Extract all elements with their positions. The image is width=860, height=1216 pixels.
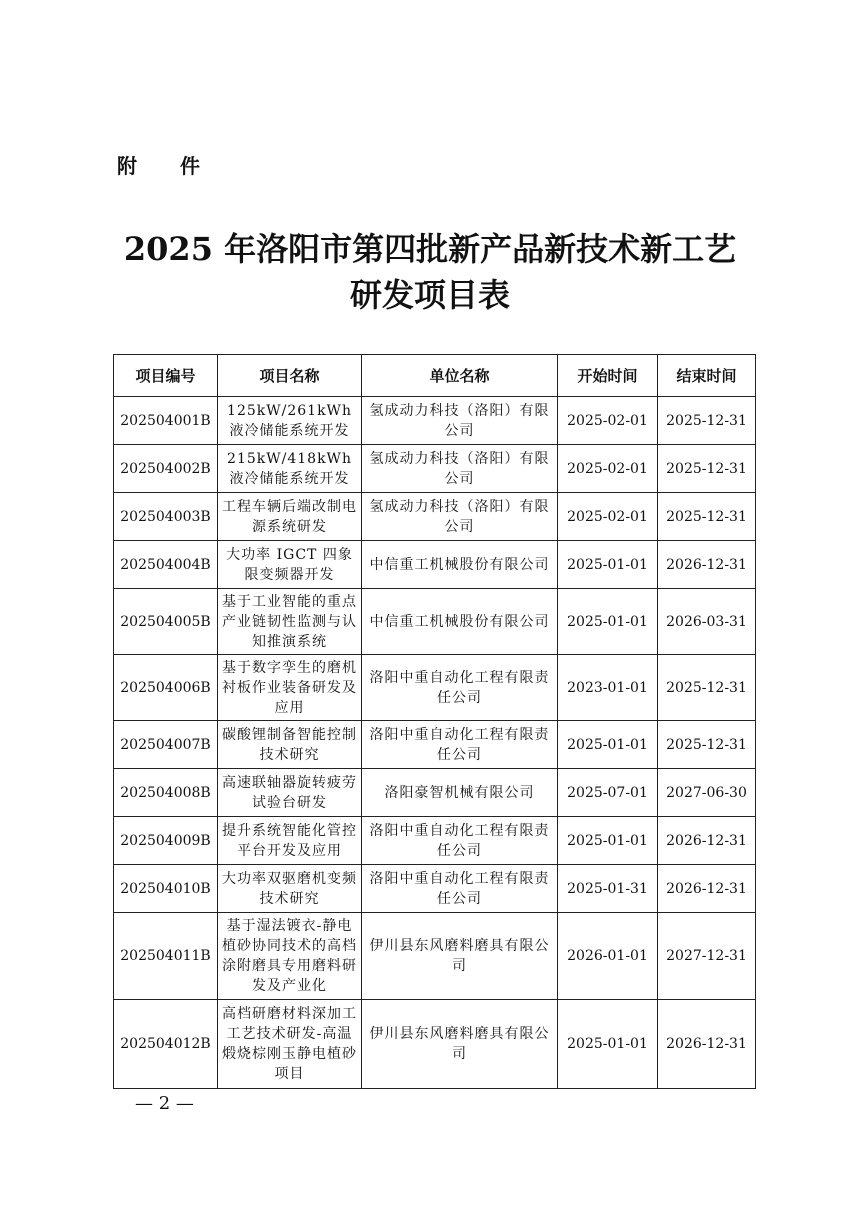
cell-name: 大功率双驱磨机变频技术研究 xyxy=(218,865,362,913)
cell-end: 2026-12-31 xyxy=(658,541,756,589)
table-row xyxy=(114,589,756,655)
table-row xyxy=(114,655,756,721)
cell-code: 202504007B xyxy=(114,721,218,769)
cell-start: 2025-01-01 xyxy=(558,721,658,769)
cell-name: 大功率 IGCT 四象限变频器开发 xyxy=(218,541,362,589)
cell-end: 2026-12-31 xyxy=(658,865,756,913)
cell-name: 基于数字孪生的磨机衬板作业装备研发及应用 xyxy=(218,655,362,721)
cell-end: 2025-12-31 xyxy=(658,493,756,541)
cell-unit: 洛阳中重自动化工程有限责任公司 xyxy=(362,721,558,769)
table-body xyxy=(114,397,756,1089)
table-row xyxy=(114,445,756,493)
cell-unit: 洛阳豪智机械有限公司 xyxy=(362,769,558,817)
cell-name: 工程车辆后端改制电源系统研发 xyxy=(218,493,362,541)
cell-start: 2025-02-01 xyxy=(558,397,658,445)
cell-start: 2023-01-01 xyxy=(558,655,658,721)
cell-unit: 伊川县东风磨料磨具有限公司 xyxy=(362,1000,558,1089)
cell-start: 2025-02-01 xyxy=(558,493,658,541)
cell-code: 202504006B xyxy=(114,655,218,721)
cell-end: 2026-03-31 xyxy=(658,589,756,655)
cell-start: 2025-07-01 xyxy=(558,769,658,817)
table-header-row xyxy=(114,355,756,397)
cell-end: 2026-12-31 xyxy=(658,817,756,865)
cell-name: 125kW/261kWh 液冷储能系统开发 xyxy=(218,397,362,445)
column-header-name: 项目名称 xyxy=(218,355,362,397)
cell-unit: 氢成动力科技（洛阳）有限公司 xyxy=(362,397,558,445)
cell-unit: 洛阳中重自动化工程有限责任公司 xyxy=(362,655,558,721)
cell-code: 202504002B xyxy=(114,445,218,493)
cell-code: 202504009B xyxy=(114,817,218,865)
cell-name: 高档研磨材料深加工工艺技术研发-高温煅烧棕刚玉静电植砂项目 xyxy=(218,1000,362,1089)
cell-end: 2025-12-31 xyxy=(658,655,756,721)
column-header-start: 开始时间 xyxy=(558,355,658,397)
cell-code: 202504011B xyxy=(114,913,218,1000)
cell-end: 2025-12-31 xyxy=(658,397,756,445)
column-header-end: 结束时间 xyxy=(658,355,756,397)
cell-code: 202504001B xyxy=(114,397,218,445)
cell-end: 2026-12-31 xyxy=(658,1000,756,1089)
cell-start: 2025-01-01 xyxy=(558,589,658,655)
document-title-line1: 2025 年洛阳市第四批新产品新技术新工艺 xyxy=(123,230,737,268)
document-title-line2: 研发项目表 xyxy=(349,276,510,314)
table-row xyxy=(114,493,756,541)
cell-name: 基于工业智能的重点产业链韧性监测与认知推演系统 xyxy=(218,589,362,655)
table-row xyxy=(114,541,756,589)
cell-code: 202504008B xyxy=(114,769,218,817)
cell-unit: 洛阳中重自动化工程有限责任公司 xyxy=(362,817,558,865)
cell-name: 提升系统智能化管控平台开发及应用 xyxy=(218,817,362,865)
page-number: — 2 — xyxy=(135,1093,194,1114)
cell-code: 202504005B xyxy=(114,589,218,655)
cell-end: 2027-12-31 xyxy=(658,913,756,1000)
column-header-unit: 单位名称 xyxy=(362,355,558,397)
table-row xyxy=(114,769,756,817)
cell-name: 基于湿法镀衣-静电植砂协同技术的高档涂附磨具专用磨料研发及产业化 xyxy=(218,913,362,1000)
cell-name: 高速联轴器旋转疲劳试验台研发 xyxy=(218,769,362,817)
cell-name: 215kW/418kWh 液冷储能系统开发 xyxy=(218,445,362,493)
cell-code: 202504004B xyxy=(114,541,218,589)
cell-start: 2025-01-01 xyxy=(558,817,658,865)
cell-unit: 中信重工机械股份有限公司 xyxy=(362,589,558,655)
cell-start: 2026-01-01 xyxy=(558,913,658,1000)
column-header-code: 项目编号 xyxy=(114,355,218,397)
table-row xyxy=(114,397,756,445)
cell-end: 2025-12-31 xyxy=(658,721,756,769)
cell-unit: 氢成动力科技（洛阳）有限公司 xyxy=(362,445,558,493)
project-table xyxy=(113,354,756,1089)
cell-end: 2027-06-30 xyxy=(658,769,756,817)
cell-start: 2025-01-01 xyxy=(558,1000,658,1089)
cell-code: 202504012B xyxy=(114,1000,218,1089)
cell-unit: 洛阳中重自动化工程有限责任公司 xyxy=(362,865,558,913)
cell-unit: 氢成动力科技（洛阳）有限公司 xyxy=(362,493,558,541)
cell-start: 2025-01-31 xyxy=(558,865,658,913)
cell-code: 202504010B xyxy=(114,865,218,913)
cell-code: 202504003B xyxy=(114,493,218,541)
table-row xyxy=(114,721,756,769)
table-row xyxy=(114,1000,756,1089)
cell-start: 2025-02-01 xyxy=(558,445,658,493)
table-row xyxy=(114,817,756,865)
cell-unit: 伊川县东风磨料磨具有限公司 xyxy=(362,913,558,1000)
cell-unit: 中信重工机械股份有限公司 xyxy=(362,541,558,589)
cell-name: 碳酸锂制备智能控制技术研究 xyxy=(218,721,362,769)
cell-end: 2025-12-31 xyxy=(658,445,756,493)
cell-start: 2025-01-01 xyxy=(558,541,658,589)
attachment-label: 附 件 xyxy=(117,154,218,178)
table-row xyxy=(114,865,756,913)
table-row xyxy=(114,913,756,1000)
